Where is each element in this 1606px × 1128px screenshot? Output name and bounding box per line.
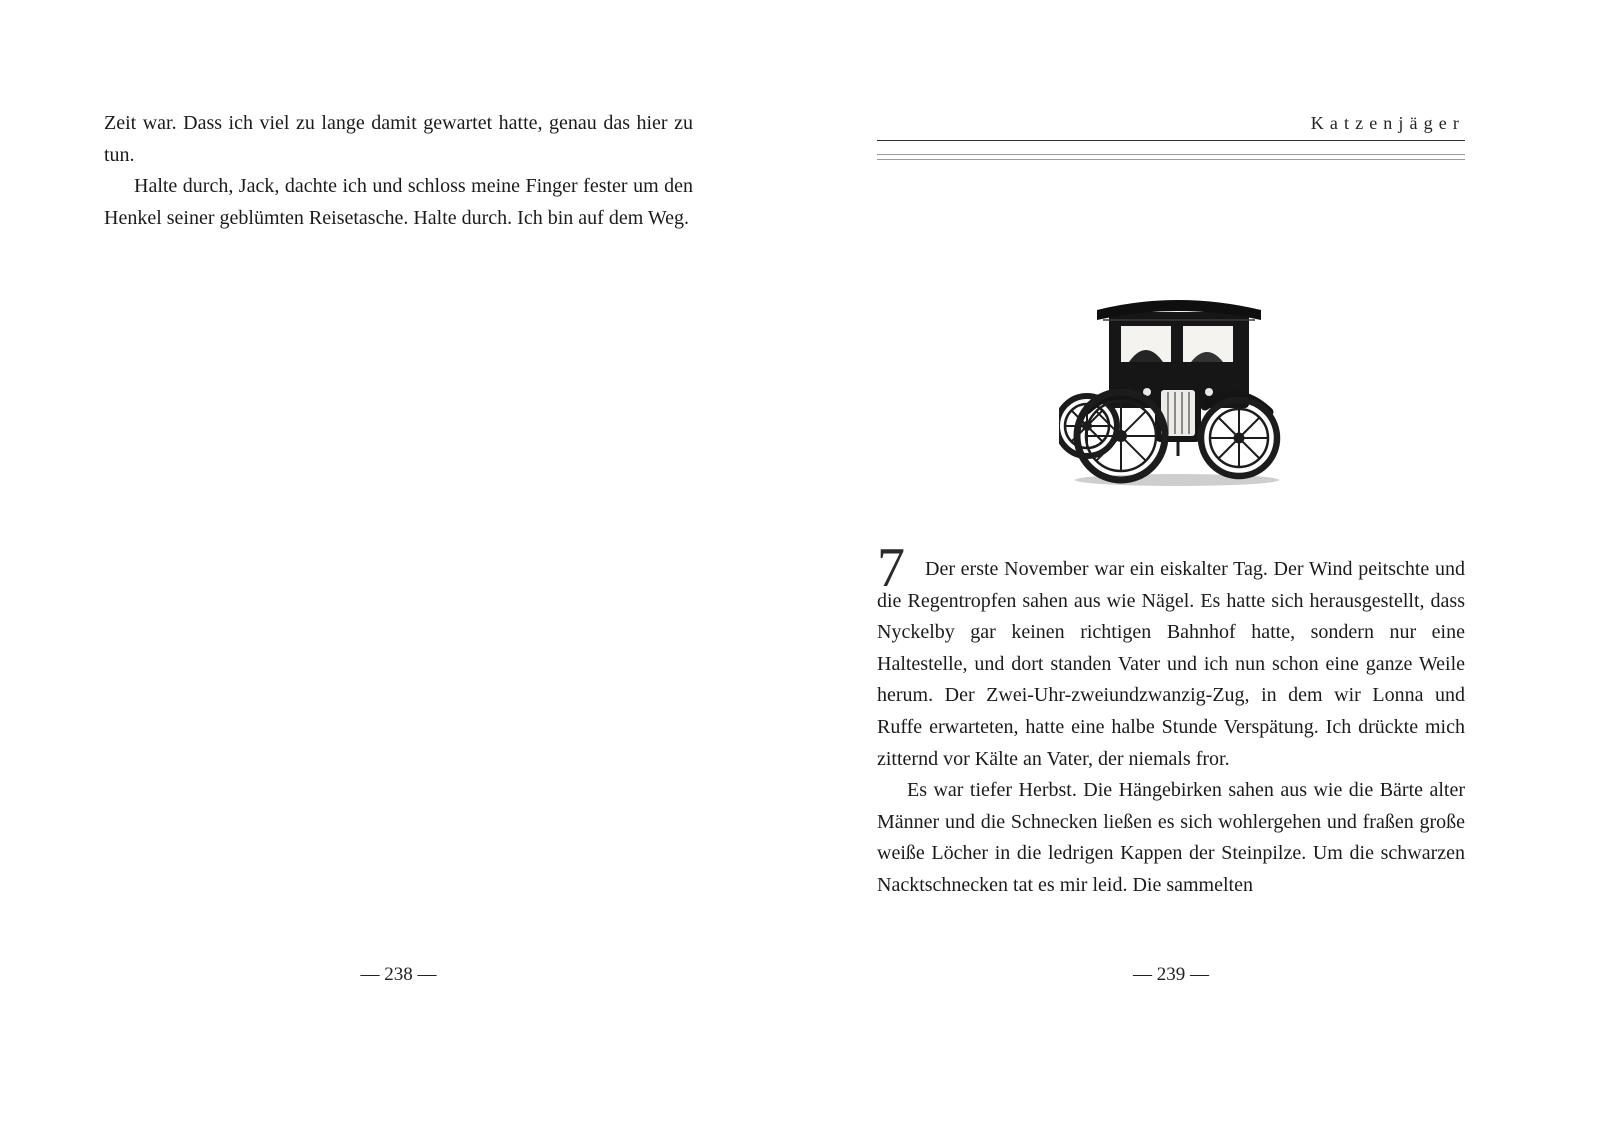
chapter-number: 7 — [877, 537, 905, 599]
page-number-left: — 238 — — [360, 964, 437, 985]
vintage-car-illustration — [877, 276, 1465, 496]
running-header: Katzenjäger — [1310, 113, 1465, 133]
vintage-car-drawing — [1059, 276, 1294, 491]
page-right — [877, 112, 1465, 902]
header-rule — [877, 140, 1465, 141]
paragraph: Zeit war. Dass ich viel zu lange damit gewartet hatte, genau das hier zu tun. — [104, 112, 693, 166]
paragraph: Es war tiefer Herbst. Die Hängebirken sahen aus wie die Bärte alter Männer und die Schnecken ließen es sich wohlergehen und fraßen große weiße Löcher in die ledrigen Kappen der Steinpilze. Um die schwarzen Nacktschnecken tat es mir leid. Die sammelten — [877, 779, 1465, 896]
page-number-right: — 239 — — [1133, 964, 1209, 985]
chapter-opening-paragraph — [877, 537, 1465, 775]
header-double-rule — [877, 154, 1465, 160]
paragraph: Halte durch, Jack, dachte ich und schloss meine Finger fester um den Henkel seiner geblümten Reisetasche. Halte durch. Ich bin auf dem Weg. — [104, 175, 693, 229]
page-left — [104, 108, 693, 234]
paragraph-text: Der erste November war ein eiskalter Tag. Der Wind peitschte und die Regentropfen sahen aus wie Nägel. Es hatte sich herausgestellt, dass Nyckelby gar keinen richtigen Bahnhof hatte, sondern nur eine Haltestelle, und dort standen Vater und ich nun schon eine ganze Weile herum. Der Zwei-Uhr-zweiundzwanzig-Zug, in dem wir Lonna und Ruffe erwarteten, hatte eine halbe Stunde Verspätung. Ich drückte mich zitternd vor Kälte an Vater, der niemals fror. — [877, 558, 1465, 770]
